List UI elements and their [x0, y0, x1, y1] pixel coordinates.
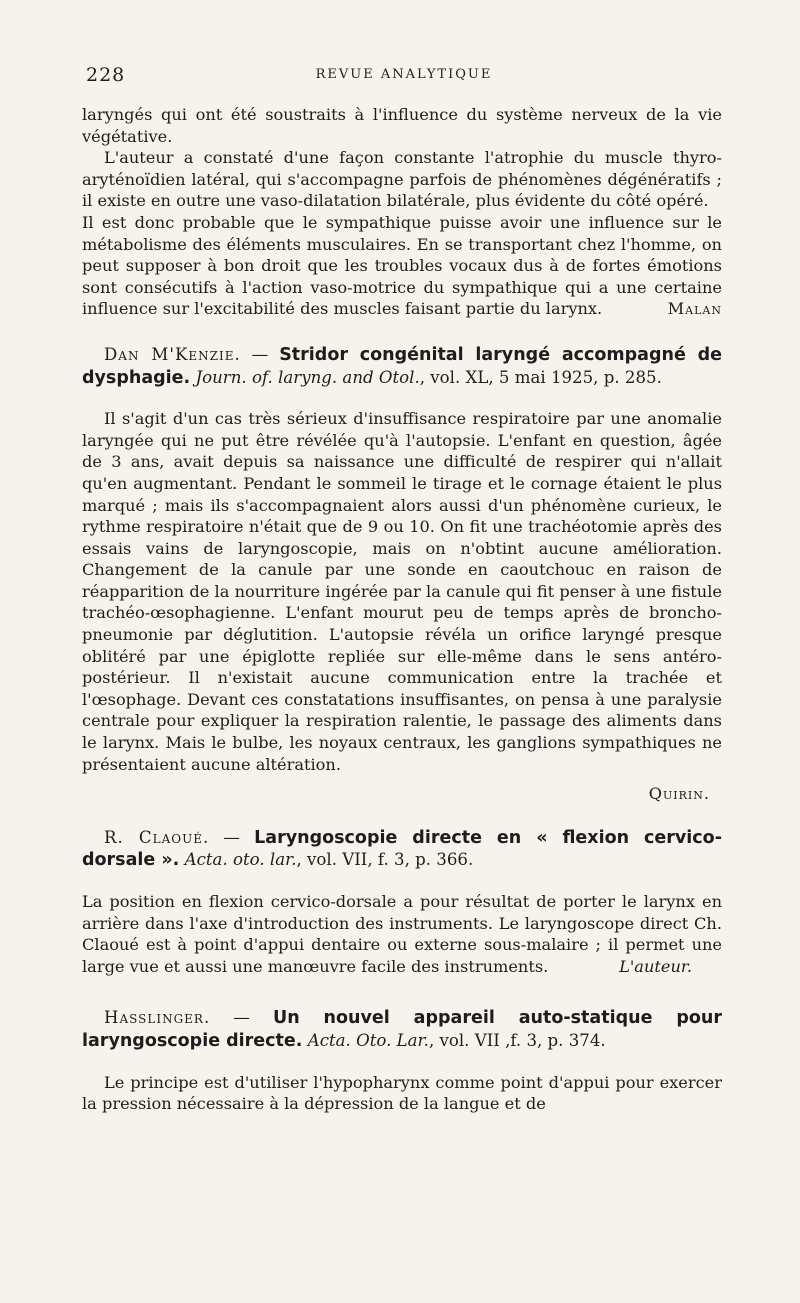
- page-body: [82, 104, 722, 1115]
- review-body: Il s'agit d'un cas très sérieux d'insuffisance respiratoire par une anomalie laryngée qui ne put être révélée qu'à l'autopsie. L'enfant en question, âgée de 3 ans, avait depuis sa naissance une difficulté de respirer qui n'allait qu'en augmentant. Pendant le sommeil le tirage et le cornage étaient le plus marqué ; mais ils s'accompagnaient alors aussi d'un phénomène curieux, le rythme respiratoire n'était que de 9 ou 10. On fit une trachéotomie après des essais vains de laryngoscopie, mais on n'obtint aucune amélioration. Changement de la canule par une sonde en caoutchouc en raison de réapparition de la nourriture ingérée par la canule qui fit penser à une fistule trachéo-œsophagienne. L'enfant mourut peu de temps après de broncho-pneumonie par déglutition. L'autopsie révéla un orifice laryngé presque oblitéré par une épiglotte repliée sur elle-même dans le sens antéro-postérieur. Il n'existait aucune communication entre la trachée et l'œsophage. Devant ces constatations insuffisantes, on pensa à une paralysie centrale pour expliquer la respiration ralentie, le passage des aliments dans le larynx. Mais le bulbe, les noyaux centraux, les ganglions sympathiques ne présentaient aucune altération.: [82, 409, 722, 774]
- review-author: Hasslinger.: [104, 1008, 211, 1028]
- citation: , vol. VII ,f. 3, p. 374.: [428, 1030, 606, 1050]
- review-signature: Malan: [667, 299, 722, 319]
- journal-name: Acta. Oto. Lar.: [307, 1030, 429, 1050]
- review-heading: Dan M'Kenzie. — Stridor congénital laryngé accompagné de dysphagie. Journ. of. laryng. and Otol., vol. XL, 5 mai 1925, p. 285.: [82, 344, 722, 388]
- review-body: Le principe est d'utiliser l'hypopharynx comme point d'appui pour exercer la pression nécessaire à la dépression de la langue et de: [82, 1072, 722, 1114]
- review-signature: Quirin.: [648, 784, 710, 804]
- paragraph: L'auteur a constaté d'une façon constante l'atrophie du muscle thyro-aryténoïdien latéral, qui s'accompagne parfois de phénomènes dégénératifs ; il existe en outre une vaso-dilatation bilatérale, plus évidente du côté opéré.: [82, 148, 722, 211]
- review-title: Laryngoscopie directe en « flexion cervico-dorsale ».: [82, 827, 722, 871]
- journal-name: Acta. oto. lar.: [184, 850, 297, 870]
- citation: , vol. XL, 5 mai 1925, p. 285.: [419, 367, 662, 387]
- review-heading: R. Claoué. — Laryngoscopie directe en « flexion cervico-dorsale ». Acta. oto. lar., vol. VII, f. 3, p. 366.: [82, 827, 722, 871]
- paragraph: laryngés qui ont été soustraits à l'influence du système nerveux de la vie végétative.: [82, 105, 722, 146]
- paragraph: Il est donc probable que le sympathique puisse avoir une influence sur le métabolisme des éléments musculaires. En se transportant chez l'homme, on peut supposer à bon droit que les troubles vocaux dus à de fortes émotions sont consécutifs à l'action vaso-motrice du sympathique qui a une certaine influence sur l'excitabilité des muscles faisant partie du larynx.: [82, 212, 722, 319]
- review-heading: Hasslinger. — Un nouvel appareil auto-statique pour laryngoscopie directe. Acta. Oto. Lar., vol. VII ,f. 3, p. 374.: [82, 1008, 722, 1051]
- page-number: 228: [86, 64, 126, 86]
- review-signature: L'auteur.: [619, 956, 692, 976]
- review-title: Un nouvel appareil auto-statique pour laryngoscopie directe.: [82, 1008, 722, 1051]
- citation: , vol. VII, f. 3, p. 366.: [296, 850, 474, 870]
- review-body: La position en flexion cervico-dorsale a pour résultat de porter le larynx en arrière dans l'axe d'introduction des instruments. Le laryngoscope direct Ch. Claoué est à point d'appui dentaire ou externe sous-malaire ; il permet une large vue et aussi une manœuvre facile des instruments.: [82, 892, 722, 976]
- review-author: R. Claoué.: [104, 827, 210, 847]
- running-title: REVUE ANALYTIQUE: [315, 67, 493, 82]
- review-title: Stridor congénital laryngé accompagné de dysphagie.: [82, 344, 722, 388]
- journal-name: Journ. of. laryng. and Otol.: [195, 367, 420, 387]
- review-author: Dan M'Kenzie.: [104, 344, 241, 364]
- page-header: [86, 64, 722, 88]
